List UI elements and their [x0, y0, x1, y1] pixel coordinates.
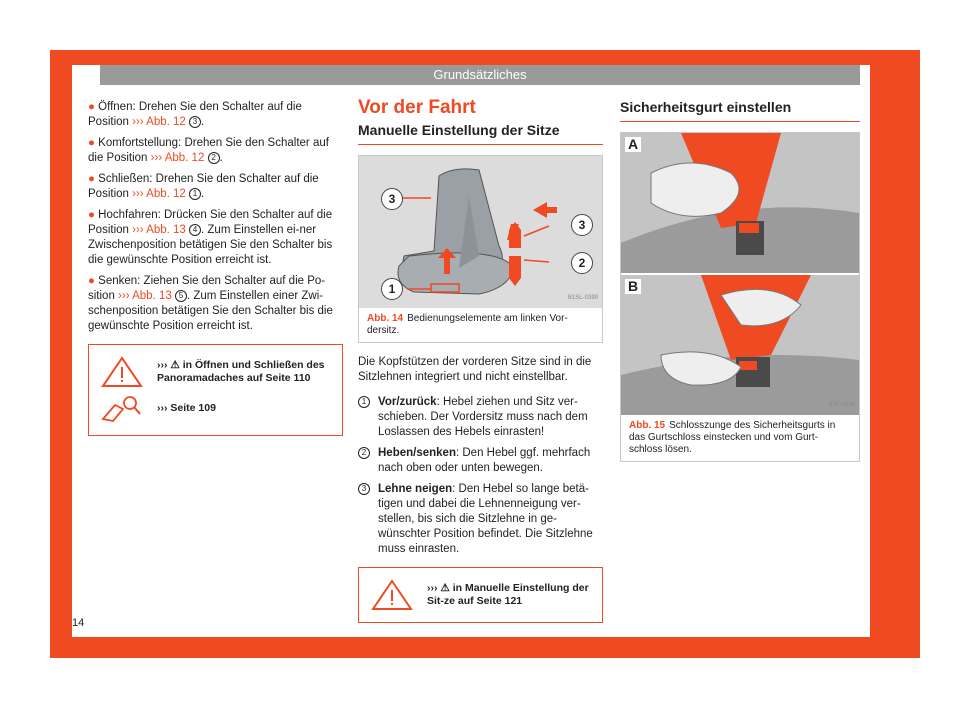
page-number: 14 — [72, 617, 85, 629]
intro-paragraph: Die Kopfstützen der vorderen Sitze sind in die Sitzlehnen integriert und nicht einstellbar. — [358, 356, 592, 383]
step-number-cell — [358, 395, 378, 440]
position-number: 5 — [175, 290, 187, 302]
warning-box — [358, 567, 603, 623]
step-text: : Hebel ziehen und Sitz ver-schieben. Der Vordersitz muss nach dem Loslassen des Hebels einrasten! — [378, 396, 588, 438]
note-manual-text[interactable]: ››› Seite 109 — [157, 401, 216, 414]
bullet-item — [88, 172, 343, 202]
figure-ref-link[interactable]: ››› Abb. 12 — [132, 116, 186, 128]
bullet-text-tail: . Zum Einstellen ei-ner Zwischenposition betätigen Sie den Schalter bis die gewünschte Position erreicht ist. — [88, 224, 333, 266]
manual-icon — [99, 391, 145, 425]
figure-ref-link[interactable]: ››› Abb. 13 — [132, 224, 186, 236]
step-text: : Den Hebel so lange betä-tigen und dabei die Lehnenneigung ver-stellen, bis sich die Sitzlehne in ge-wünschter Position befindet. Die Sitzlehne muss einrasten. — [378, 483, 593, 555]
bullet-text-tail: . — [201, 116, 205, 128]
note-row — [369, 578, 592, 612]
step-text-cell — [378, 446, 603, 476]
column-right — [620, 100, 860, 462]
step-text-cell — [378, 482, 603, 557]
step-number: 2 — [358, 447, 370, 459]
figure-14 — [358, 155, 603, 343]
step-number-cell — [358, 482, 378, 557]
callout-3-left: 3 — [381, 188, 403, 210]
figure-code: B5F-1056 — [828, 402, 855, 408]
callout-3-right: 3 — [571, 214, 593, 236]
bullet-text-tail: . — [201, 188, 205, 200]
figure-caption — [621, 415, 859, 461]
step-term: Vor/zurück — [378, 396, 437, 408]
figure-caption-text: Bedienungselemente am linken Vor-dersitz. — [367, 313, 568, 336]
bullet-text-tail: . Zum Einstellen einer Zwi-schenposition betätigen Sie den Schalter bis die gewünschte Position erreicht ist. — [88, 290, 333, 332]
figure-label: Abb. 15 — [629, 420, 666, 431]
figure-ref-link[interactable]: ››› Abb. 12 — [132, 188, 186, 200]
panel-label-a: A — [625, 137, 641, 152]
bullet-text: Komfortstellung: Drehen Sie den Schalter auf die Position — [88, 137, 329, 164]
callout-1: 1 — [381, 278, 403, 300]
callout-2: 2 — [571, 252, 593, 274]
note-manual — [99, 391, 332, 425]
belt-buckle-icon — [621, 133, 859, 273]
figure-ref-link[interactable]: ››› Abb. 13 — [118, 290, 172, 302]
bullet-text: Schließen: Drehen Sie den Schalter auf die Position — [88, 173, 319, 200]
warning-icon — [99, 355, 145, 389]
figure-label: Abb. 14 — [367, 313, 404, 324]
note-warning — [99, 355, 332, 389]
bullet-dot: ● — [88, 173, 95, 185]
step-number: 1 — [358, 396, 370, 408]
bullet-dot: ● — [88, 209, 95, 221]
bullet-text-tail: . — [219, 152, 223, 164]
step-text: : Den Hebel ggf. mehrfach nach oben oder unten bewegen. — [378, 447, 591, 474]
warning-icon — [369, 578, 415, 612]
bullet-item — [88, 100, 343, 130]
position-number: 4 — [189, 224, 201, 236]
figure-caption-text: Schlosszunge des Sicherheitsgurts in das Gurtschloss einstecken und vom Gurt-schloss lösen. — [629, 420, 836, 455]
position-number: 2 — [208, 152, 220, 164]
panel-label-b: B — [625, 279, 641, 294]
bullet-dot: ● — [88, 101, 95, 113]
section-title: Vor der Fahrt — [358, 97, 476, 118]
note-warning-text[interactable]: ››› ⚠ in Öffnen und Schließen des Panoramadaches auf Seite 110 — [157, 359, 325, 384]
position-number: 1 — [189, 188, 201, 200]
step-text-cell — [378, 395, 603, 440]
bullet-text: Öffnen: Drehen Sie den Schalter auf die Position — [88, 101, 302, 128]
column-left — [88, 100, 343, 436]
column-middle — [358, 97, 603, 623]
figure-code: B1SL-0399 — [567, 295, 598, 301]
step-number-cell — [358, 446, 378, 476]
seat-illustration — [359, 156, 602, 308]
panel-a — [621, 133, 859, 273]
warning-link[interactable]: ››› ⚠ in Manuelle Einstellung der Sit-ze auf Seite 121 — [427, 582, 589, 607]
step-term: Heben/senken — [378, 447, 456, 459]
figure-caption — [359, 308, 602, 342]
bullet-item — [88, 136, 343, 166]
position-number: 3 — [189, 116, 201, 128]
figure-15 — [620, 132, 860, 462]
step-number: 3 — [358, 483, 370, 495]
bullet-text: Hochfahren: Drücken Sie den Schalter auf die Position — [88, 209, 333, 236]
step-term: Lehne neigen — [378, 483, 453, 495]
step-item — [358, 482, 603, 557]
step-item — [358, 446, 603, 476]
step-item — [358, 395, 603, 440]
bullet-dot: ● — [88, 275, 95, 287]
page-header: Grundsätzliches — [100, 65, 860, 85]
bullet-item — [88, 274, 343, 334]
bullet-text: Senken: Ziehen Sie den Schalter auf die Po-sition — [88, 275, 326, 302]
subsection-title: Sicherheitsgurt einstellen — [620, 100, 860, 122]
panel-b — [621, 273, 859, 415]
bullet-item — [88, 208, 343, 268]
belt-release-icon — [621, 275, 859, 415]
bullet-dot: ● — [88, 137, 95, 149]
subsection-title: Manuelle Einstellung der Sitze — [358, 123, 603, 145]
figure-ref-link[interactable]: ››› Abb. 12 — [150, 152, 205, 164]
notes-box — [88, 344, 343, 436]
